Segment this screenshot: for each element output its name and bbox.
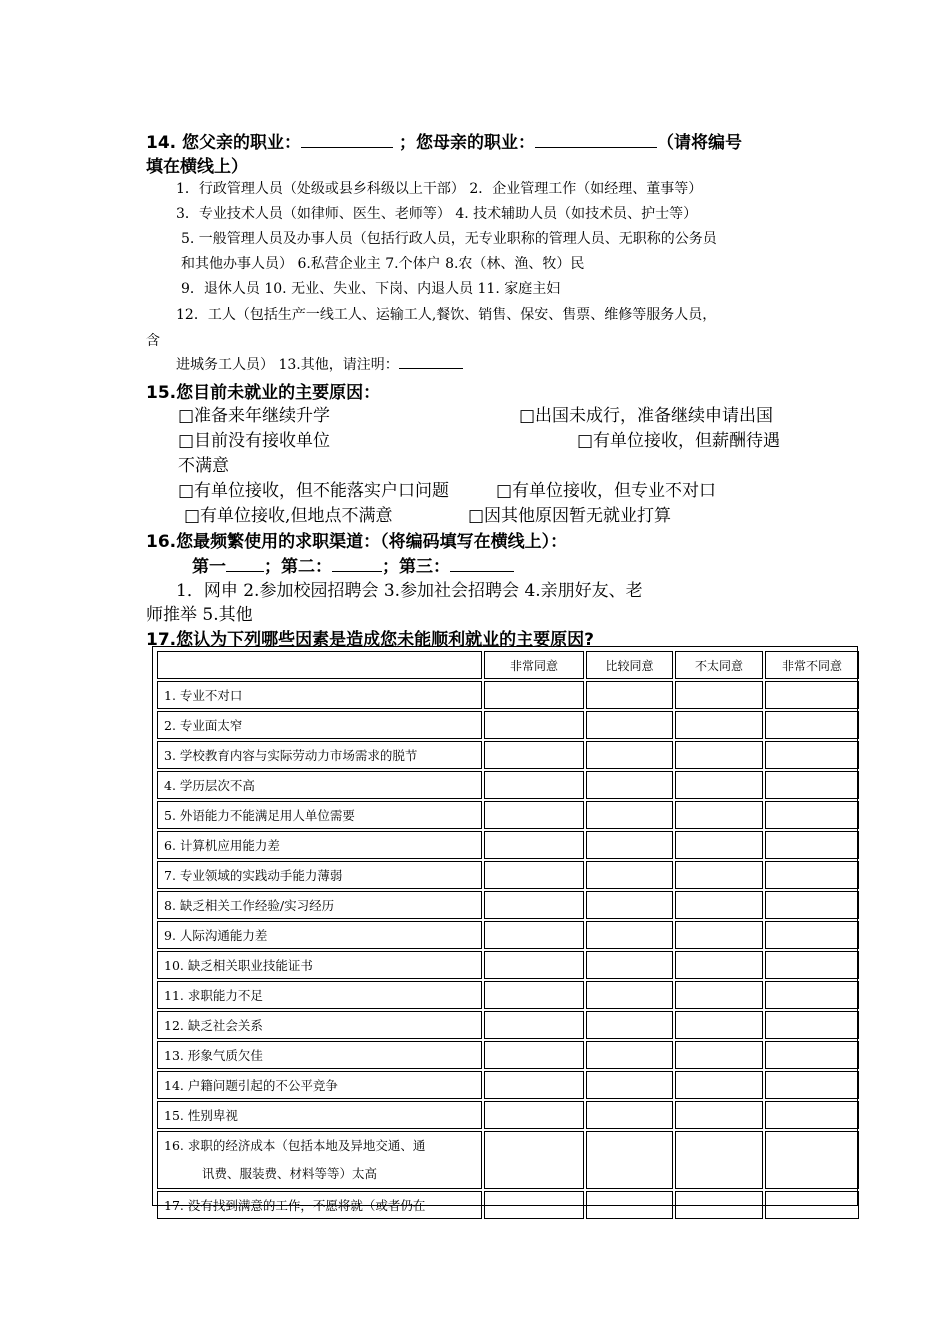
table-row [157,711,859,739]
answer-cell[interactable] [484,861,584,889]
answer-cell[interactable] [675,681,763,709]
answer-cell[interactable] [484,1041,584,1069]
q14-instruction: （请将编号 [656,133,742,153]
answer-cell[interactable] [586,1011,673,1039]
q14-line1 [146,128,742,153]
answer-cell[interactable] [586,861,673,889]
q14-father-label: 14. 您父亲的职业： [146,133,302,153]
row-label: 14. 户籍问题引起的不公平竞争 [157,1071,482,1099]
table-row [157,801,859,829]
answer-cell[interactable] [484,951,584,979]
q15-option-other-reason[interactable]: □因其他原因暂无就业打算 [468,506,672,526]
answer-cell[interactable] [765,831,859,859]
row-label [157,1131,482,1189]
answer-cell[interactable] [484,771,584,799]
answer-cell[interactable] [765,981,859,1009]
table-row [157,741,859,769]
answer-cell[interactable] [484,681,584,709]
answer-cell[interactable] [484,1101,584,1129]
q15-option-salary-unsatisfied[interactable]: □有单位接收，但薪酬待遇 [577,431,781,451]
answer-cell[interactable] [484,711,584,739]
answer-cell[interactable] [675,981,763,1009]
row-label: 4. 学历层次不高 [157,771,482,799]
q15-option-major-mismatch[interactable]: □有单位接收，但专业不对口 [496,481,717,501]
q14-father-blank[interactable] [301,131,393,148]
answer-cell[interactable] [675,1131,763,1189]
answer-cell[interactable] [765,861,859,889]
row-label: 9. 人际沟通能力差 [157,921,482,949]
row-label: 15. 性别卑视 [157,1101,482,1129]
q16-rank1-blank[interactable] [226,555,264,572]
header-strongly-disagree: 非常不同意 [765,651,859,679]
answer-cell[interactable] [675,1041,763,1069]
answer-cell[interactable] [484,1011,584,1039]
answer-cell[interactable] [765,1041,859,1069]
answer-cell[interactable] [484,981,584,1009]
answer-cell[interactable] [675,921,763,949]
answer-cell[interactable] [586,801,673,829]
answer-cell[interactable] [586,1071,673,1099]
table-row [157,1191,859,1219]
answer-cell[interactable] [586,741,673,769]
answer-cell[interactable] [484,1071,584,1099]
answer-cell[interactable] [586,1131,673,1189]
answer-cell[interactable] [586,891,673,919]
row-label: 2. 专业面太窄 [157,711,482,739]
answer-cell[interactable] [765,711,859,739]
table-row [157,1131,859,1189]
row-label: 17. 没有找到满意的工作，不愿将就（或者仍在 [157,1191,482,1219]
table-row [157,1071,859,1099]
answer-cell[interactable] [586,1041,673,1069]
answer-cell[interactable] [484,1191,584,1219]
answer-cell[interactable] [675,1101,763,1129]
q16-rank2-blank[interactable] [332,555,382,572]
row-label: 11. 求职能力不足 [157,981,482,1009]
answer-cell[interactable] [586,771,673,799]
q14-option-line: 和其他办事人员） 6.私营企业主 7.个体户 8.农（林、渔、牧）民 [181,256,585,272]
q16-rank3-label: ；第三： [382,557,450,577]
header-disagree: 不太同意 [675,651,763,679]
q15-option-location[interactable]: □有单位接收,但地点不满意 [184,506,393,526]
row-label: 8. 缺乏相关工作经验/实习经历 [157,891,482,919]
answer-cell[interactable] [586,951,673,979]
header-strongly-agree: 非常同意 [484,651,584,679]
q15-option-study-abroad[interactable]: □出国未成行，准备继续申请出国 [519,406,774,426]
answer-cell[interactable] [586,681,673,709]
q16-ranking [192,552,514,577]
table-row [157,1011,859,1039]
table-row [157,981,859,1009]
q17-title: 17.您认为下列哪些因素是造成您未能顺利就业的主要原因? [146,630,594,650]
answer-cell[interactable] [765,891,859,919]
answer-cell[interactable] [484,891,584,919]
q16-rank2-label: ；第二： [264,557,332,577]
q14-mother-label: ；您母亲的职业： [398,133,535,153]
row-label: 6. 计算机应用能力差 [157,831,482,859]
q16-title: 16.您最频繁使用的求职渠道：（将编码填写在横线上）： [146,532,568,552]
q14-option-line: 1．行政管理人员（处级或县乡科级以上干部） 2．企业管理工作（如经理、董事等） [176,181,703,197]
answer-cell[interactable] [484,741,584,769]
table-row [157,951,859,979]
answer-cell[interactable] [765,1101,859,1129]
answer-cell[interactable] [765,771,859,799]
q14-option-13-label: 进城务工人员） 13.其他，请注明： [176,357,399,373]
row-label: 7. 专业领域的实践动手能力薄弱 [157,861,482,889]
answer-cell[interactable] [765,681,859,709]
row-label-line1: 16. 求职的经济成本（包括本地及异地交通、通 [164,1138,426,1153]
answer-cell[interactable] [675,831,763,859]
answer-cell[interactable] [586,1191,673,1219]
answer-cell[interactable] [675,861,763,889]
answer-cell[interactable] [675,741,763,769]
table-row [157,681,859,709]
q14-option-line: 含 [146,333,160,349]
answer-cell[interactable] [765,1131,859,1189]
header-blank-cell [157,651,482,679]
q14-option-line: 3．专业技术人员（如律师、医生、老师等） 4. 技术辅助人员（如技术员、护士等） [176,206,698,222]
q16-rank3-blank[interactable] [450,555,514,572]
answer-cell[interactable] [675,951,763,979]
row-label-line2: 讯费、服装费、材料等等）太高 [202,1166,378,1181]
row-label: 1. 专业不对口 [157,681,482,709]
row-label: 5. 外语能力不能满足用人单位需要 [157,801,482,829]
q15-title: 15.您目前未就业的主要原因： [146,383,381,403]
table-header-row [157,651,859,679]
table-row [157,891,859,919]
answer-cell[interactable] [586,921,673,949]
answer-cell[interactable] [675,1011,763,1039]
answer-cell[interactable] [675,801,763,829]
q15-option-no-employer[interactable]: □目前没有接收单位 [178,431,331,451]
answer-cell[interactable] [765,1011,859,1039]
row-label: 13. 形象气质欠佳 [157,1041,482,1069]
answer-cell[interactable] [675,771,763,799]
row-label: 12. 缺乏社会关系 [157,1011,482,1039]
answer-cell[interactable] [765,1191,859,1219]
answer-cell[interactable] [675,891,763,919]
answer-cell[interactable] [484,921,584,949]
table-row [157,831,859,859]
table-row [157,921,859,949]
q16-options-line2: 师推举 5.其他 [146,605,253,625]
answer-cell[interactable] [675,1071,763,1099]
answer-cell[interactable] [765,921,859,949]
row-label: 3. 学校教育内容与实际劳动力市场需求的脱节 [157,741,482,769]
table-row [157,1041,859,1069]
row-label: 10. 缺乏相关职业技能证书 [157,951,482,979]
answer-cell[interactable] [765,801,859,829]
q14-other-blank[interactable] [399,355,463,369]
q14-line2: 填在横线上） [146,157,248,177]
q14-option-line: 5. 一般管理人员及办事人员（包括行政人员，无专业职称的管理人员、无职称的公务员 [181,231,717,247]
answer-cell[interactable] [484,831,584,859]
table-row [157,771,859,799]
q16-rank1-label: 第一 [192,557,226,577]
answer-cell[interactable] [765,1071,859,1099]
table-row [157,1101,859,1129]
answer-cell[interactable] [765,741,859,769]
q15-option-hukou[interactable]: □有单位接收，但不能落实户口问题 [178,481,450,501]
q17-table [155,649,861,1221]
answer-cell[interactable] [586,831,673,859]
answer-cell[interactable] [484,801,584,829]
q16-options-line1: 1．网申 2.参加校园招聘会 3.参加社会招聘会 4.亲朋好友、老 [176,581,643,601]
q14-option-last [176,354,463,374]
q14-option-line: 9．退休人员 10. 无业、失业、下岗、内退人员 11. 家庭主妇 [181,281,561,297]
q15-option-salary-unsatisfied-cont: 不满意 [178,456,229,476]
answer-cell[interactable] [484,1131,584,1189]
q15-option-further-study[interactable]: □准备来年继续升学 [178,406,331,426]
answer-cell[interactable] [675,1191,763,1219]
header-agree: 比较同意 [586,651,673,679]
answer-cell[interactable] [586,711,673,739]
answer-cell[interactable] [675,711,763,739]
q14-option-line: 12．工人（包括生产一线工人、运输工人,餐饮、销售、保安、售票、维修等服务人员， [176,307,717,323]
table-row [157,861,859,889]
answer-cell[interactable] [586,1101,673,1129]
answer-cell[interactable] [765,951,859,979]
q14-mother-blank[interactable] [535,131,657,148]
answer-cell[interactable] [586,981,673,1009]
